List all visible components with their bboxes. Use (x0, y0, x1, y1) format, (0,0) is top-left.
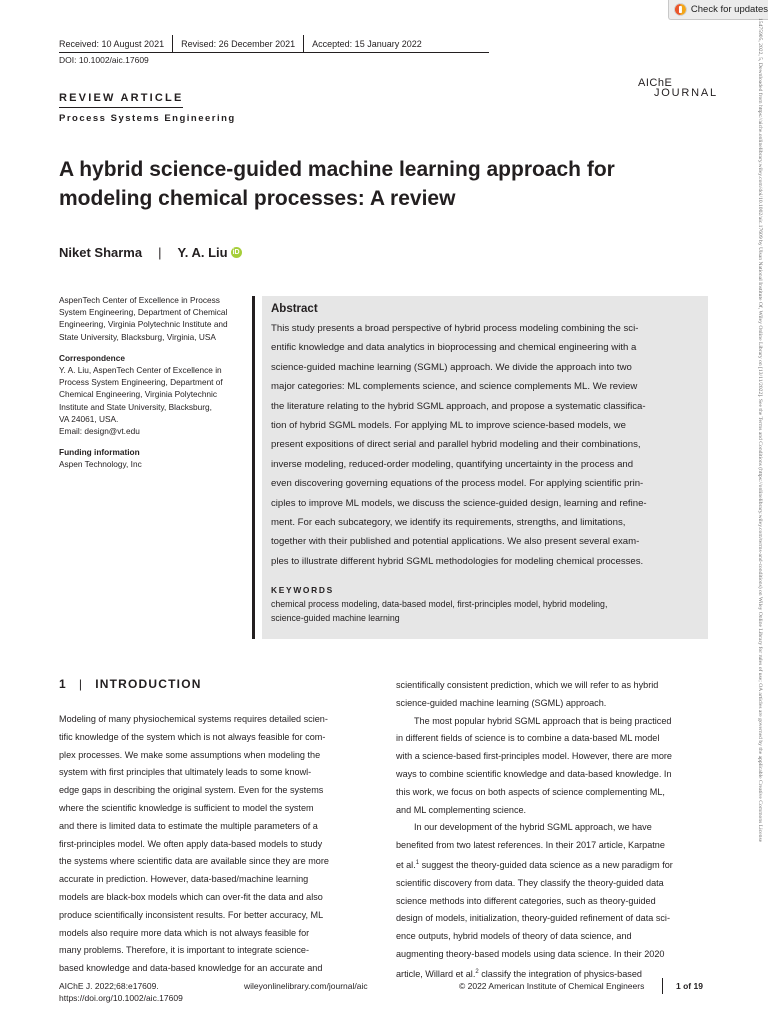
body-line: in different fields of science is to combine a data-based ML model (396, 733, 660, 744)
correspondence-line: Chemical Engineering, Virginia Polytechnic (59, 389, 218, 400)
body-line: the systems where scientific data are available since they are more (59, 856, 329, 867)
article-title: A hybrid science-guided machine learning approach for modeling chemical processes: A review (59, 158, 615, 210)
check-for-updates-label: Check for updates (690, 4, 768, 15)
body-line: where the scientific knowledge is sufficient to model the system (59, 802, 314, 813)
body-line: with a science-based first-principles model. However, there are more (396, 751, 672, 762)
body-line: augmenting theory-based models using data science. In their 2020 (396, 948, 665, 959)
body-line: benefited from two latest references. In their 2017 article, Karpatne (396, 840, 665, 851)
doi-text[interactable]: DOI: 10.1002/aic.17609 (59, 55, 149, 65)
body-line: Modeling of many physiochemical systems requires detailed scien- (59, 714, 328, 724)
citation-ref[interactable]: 1 (415, 859, 420, 866)
abstract-line: together with their published and potential applications. We also present several exam- (271, 536, 640, 548)
body-line: this work, we focus on both aspects of science complementing ML, (396, 786, 665, 797)
funding-heading: Funding information (59, 447, 140, 458)
abstract-accent-bar (252, 296, 255, 639)
funding-text: Aspen Technology, Inc (59, 459, 142, 470)
body-line: In our development of the hybrid SGML approach, we have (414, 822, 652, 833)
body-line: science methods into different categories, such as theory-guided (396, 895, 656, 906)
footer-page-number: 1 of 19 (676, 981, 703, 991)
abstract-line: science-guided machine learning (SGML) approach. We divide the approach into two (271, 361, 632, 373)
affiliation-panel (59, 294, 249, 471)
article-dates (59, 34, 430, 54)
body-text: classify the integration of physics-based (481, 968, 642, 979)
abstract-line: major categories: ML complements science, and science complements ML. We review (271, 381, 638, 393)
author-separator: | (158, 245, 162, 260)
abstract-line: even discovering governing equations of the process model. For applying scientific prin- (271, 478, 644, 490)
body-line: design of models, initialization, theory-guided refinement of data sci- (396, 913, 670, 924)
body-line: tific knowledge of the system which is not always feasible for com- (59, 731, 326, 742)
abstract-line: This study presents a broad perspective of hybrid process modeling combining the sci- (271, 323, 639, 334)
body-line: system with first principles that ultimately leads to some knowl- (59, 767, 312, 778)
footer-copyright: © 2022 American Institute of Chemical Engineers (459, 981, 645, 991)
body-line (396, 855, 708, 875)
footer-doi-link[interactable]: https://doi.org/10.1002/aic.17609 (59, 993, 183, 1003)
body-line: many problems. Therefore, it is important to integrate science- (59, 945, 310, 956)
body-line: models also require more data which is not always feasible for (59, 927, 310, 938)
body-line: plex processes. We make some assumptions when modeling the (59, 749, 321, 760)
download-info-text: 15475905, 2022, 5, Downloaded from https://aiche.onlinelibrary.wiley.com/doi/10.1002/aic.17609 by Ulsan National Institute Of, Wiley Online Library on [13/11/2022]. See the Terms and Conditions (https://onlinelibrary.wiley.com/terms-and-conditions) on Wiley Online Library for rules of use; OA articles are governed by the applicable Creative Commons License (757, 18, 763, 843)
correspondence-line: Institute and State University, Blacksburg, (59, 401, 212, 412)
footer-site-link[interactable]: wileyonlinelibrary.com/journal/aic (244, 981, 368, 991)
body-line: ence outputs, hybrid models of theory of data science, and (396, 931, 632, 942)
body-line: science-guided machine learning (SGML) approach. (396, 697, 607, 708)
correspondence-email[interactable]: Email: design@vt.edu (59, 426, 140, 437)
body-column-right (396, 677, 708, 984)
body-line: scientific discovery from data. They classify the theory-guided data (396, 877, 664, 888)
section-title: INTRODUCTION (95, 677, 202, 691)
abstract-line: inverse modeling, reduced-order modeling, quantifying uncertainty in the process and (271, 458, 634, 470)
body-column-left (59, 711, 371, 978)
keywords-line: chemical process modeling, data-based model, first-principles model, hybrid modeling, (271, 599, 608, 610)
body-line: The most popular hybrid SGML approach that is being practiced (414, 715, 672, 726)
body-line: based knowledge and data-based knowledge for an accurate and (59, 963, 323, 974)
journal-logo-line2: JOURNAL (654, 87, 718, 99)
keywords-heading: KEYWORDS (271, 585, 334, 596)
body-line: produce scientifically inconsistent results. For better accuracy, ML (59, 909, 324, 920)
download-info-strip (752, 18, 764, 1018)
accepted-date: Accepted: 15 January 2022 (303, 35, 430, 53)
author-list (59, 245, 242, 260)
revised-date: Revised: 26 December 2021 (172, 35, 303, 53)
abstract-line: ciples to improve ML models, we discuss the science-guided design, learning and refine- (271, 497, 647, 509)
abstract-line: tion of hybrid SGML models. For applying ML to improve science-based models, we (271, 420, 626, 432)
received-date: Received: 10 August 2021 (59, 39, 165, 49)
orcid-icon[interactable]: iD (232, 249, 240, 256)
correspondence-line: Y. A. Liu, AspenTech Center of Excellence in (59, 365, 222, 376)
keywords-line: science-guided machine learning (271, 612, 400, 623)
journal-logo (638, 77, 716, 103)
body-line: accurate in prediction. However, data-based/machine learning (59, 874, 309, 885)
section-heading-introduction (59, 677, 202, 691)
journal-logo-line1: AIChE (638, 77, 673, 89)
footer-divider (662, 978, 663, 994)
abstract-line: ples to illustrate different hybrid SGML methodologies for modeling chemical processes. (271, 555, 644, 567)
article-section: Process Systems Engineering (59, 113, 236, 124)
body-line: ways to combine scientific knowledge and data-based knowledge. In (396, 768, 672, 779)
section-number: 1 (59, 677, 67, 691)
correspondence-line: Process System Engineering, Department of (59, 377, 223, 388)
body-text: article, Willard et al. (396, 968, 476, 979)
citation-ref[interactable]: 2 (475, 968, 479, 975)
author-1[interactable]: Niket Sharma (59, 245, 143, 260)
abstract-heading: Abstract (271, 303, 318, 315)
body-line: first-principles model. We often apply data-based models to study (59, 838, 323, 849)
header-divider (59, 52, 489, 53)
footer-citation: AIChE J. 2022;68:e17609. (59, 981, 159, 991)
check-for-updates-button[interactable] (668, 0, 768, 20)
correspondence-heading: Correspondence (59, 352, 125, 363)
abstract-line: entific knowledge and data analytics in bioprocessing and chemical engineering with a (271, 342, 637, 354)
body-text: et al. (396, 860, 416, 870)
affiliation-text: AspenTech Center of Excellence in Process System Engineering, Department of Chemical Engineering, Virginia Polytechnic Institute and State University, Blacksburg, Virginia, USA (59, 295, 228, 342)
article-type: REVIEW ARTICLE (59, 92, 184, 104)
article-type-rule (59, 107, 183, 108)
abstract-line: present expositions of direct serial and parallel hybrid modeling and their combinations, (271, 439, 641, 451)
crossmark-icon (674, 3, 687, 16)
body-line: and ML complementing science. (396, 804, 527, 815)
body-line: edge gaps in describing the original system. Even for the systems (59, 785, 324, 796)
author-2[interactable]: Y. A. Liu (177, 245, 228, 260)
keywords-text (271, 598, 699, 625)
abstract-line: the literature relating to the hybrid SGML approach, and propose a systematic classifica- (271, 400, 646, 412)
abstract-line: ment. For each subcategory, we identify its requirements, strengths, and limitations, (271, 517, 626, 529)
correspondence-line: VA 24061, USA. (59, 413, 119, 424)
body-text: suggest the theory-guided data science as a new paradigm for (421, 860, 673, 870)
abstract-text (271, 319, 699, 571)
abstract-box (262, 296, 708, 639)
body-line: scientifically consistent prediction, which we will refer to as hybrid (396, 680, 659, 690)
body-line: and there is limited data to estimate the multiple parameters of a (59, 820, 318, 831)
section-separator: | (78, 677, 84, 691)
body-line: models are black-box models which can over-fit the data and also (59, 891, 323, 902)
